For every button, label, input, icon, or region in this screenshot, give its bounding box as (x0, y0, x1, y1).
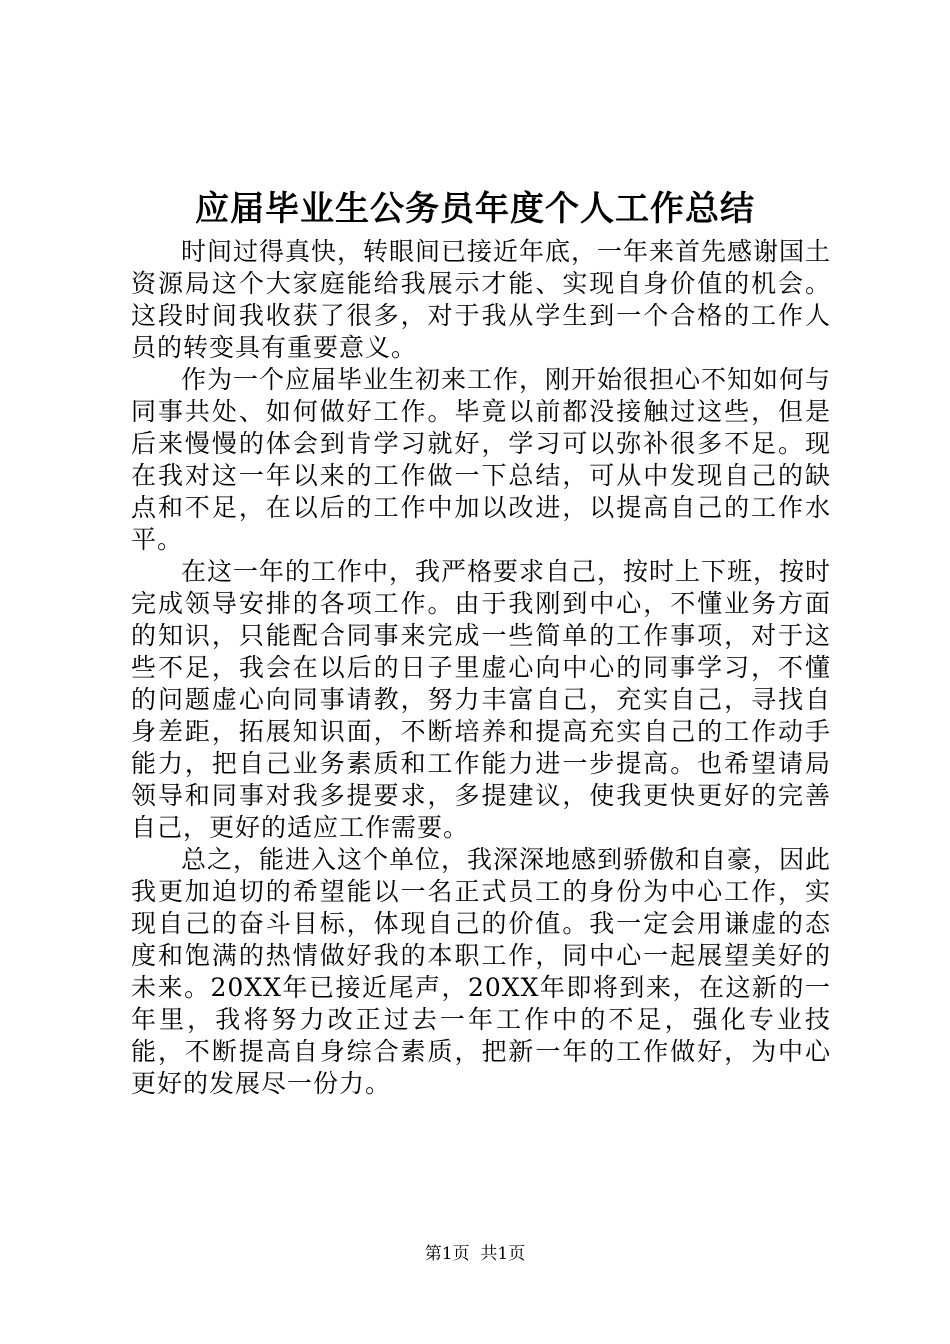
page-footer (0, 1242, 950, 1266)
document-body (131, 236, 831, 1100)
page-number-label: 第1页 共1页 (424, 1244, 526, 1264)
paragraph-3: 在这一年的工作中，我严格要求自己，按时上下班，按时完成领导安排的各项工作。由于我刚到中心，不懂业务方面的知识，只能配合同事来完成一些简单的工作事项，对于这些不足，我会在以后的日子里虚心向中心的同事学习，不懂的问题虚心向同事请教，努力丰富自己，充实自己，寻找自身差距，拓展知识面，不断培养和提高充实自己的工作动手能力，把自己业务素质和工作能力进一步提高。也希望请局领导和同事对我多提要求，多提建议，使我更快更好的完善自己，更好的适应工作需要。 (131, 557, 832, 842)
paragraph-2: 作为一个应届毕业生初来工作，刚开始很担心不知如何与同事共处、如何做好工作。毕竟以前都没接触过这些，但是后来慢慢的体会到肯学习就好，学习可以弥补很多不足。现在我对这一年以来的工作做一下总结，可从中发现自己的缺点和不足，在以后的工作中加以改进，以提高自己的工作水平。 (131, 365, 832, 554)
document-title: 应届毕业生公务员年度个人工作总结 (195, 189, 755, 229)
paragraph-1: 时间过得真快，转眼间已接近年底，一年来首先感谢国土资源局这个大家庭能给我展示才能、实现自身价值的机会。这段时间我收获了很多，对于我从学生到一个合格的工作人员的转变具有重要意义。 (131, 237, 832, 362)
paragraph-4: 总之，能进入这个单位，我深深地感到骄傲和自豪，因此我更加迫切的希望能以一名正式员工的身份为中心工作，实现自己的奋斗目标，体现自己的价值。我一定会用谦虚的态度和饱满的热情做好我的本职工作，同中心一起展望美好的未来。20XX年已接近尾声，20XX年即将到来，在这新的一年里，我将努力改正过去一年工作中的不足，强化专业技能，不断提高自身综合素质，把新一年的工作做好，为中心更好的发展尽一份力。 (131, 845, 832, 1098)
